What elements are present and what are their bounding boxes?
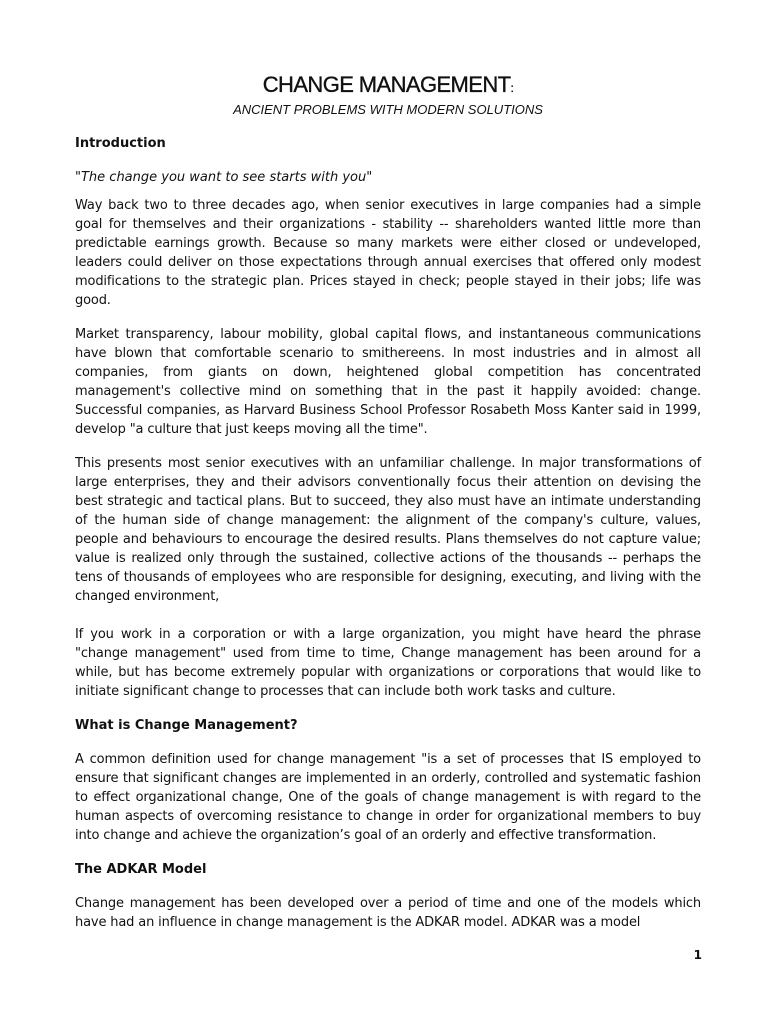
document-title	[75, 72, 701, 101]
document-subtitle: ANCIENT PROBLEMS WITH MODERN SOLUTIONS	[233, 102, 543, 117]
what-is-paragraph-1: A common definition used for change management "is a set of processes that IS employed to ensure that significant changes are implemented in an orderly, controlled and systematic fashion to effect organizational change, One of the goals of change management is with regard to the human aspects of overcoming resistance to change in order for organizational members to buy into change and achieve the organization’s goal of an orderly and effective transformation.	[75, 752, 701, 843]
intro-paragraph-3: This presents most senior executives with an unfamiliar challenge. In major transformations of large enterprises, they and their advisors conventionally focus their attention on devising the best strategic and tactical plans. But to succeed, they also must have an intimate understanding of the human side of change management: the alignment of the company's culture, values, people and behaviours to encourage the desired results. Plans themselves do not capture value; value is realized only through the sustained, collective actions of the thousands -- perhaps the tens of thousands of employees who are responsible for designing, executing, and living with the changed environment,	[75, 456, 701, 604]
section-heading-adkar-model: The ADKAR Model	[75, 862, 207, 877]
intro-paragraph-4: If you work in a corporation or with a large organization, you might have heard the phrase "change management" used from time to time, Change management has been around for a while, but has become extremely popular with organizations or corporations that would like to initiate significant change to processes that can include both work tasks and culture.	[75, 627, 701, 699]
blank-line	[75, 606, 701, 625]
intro-quote	[75, 168, 701, 187]
intro-paragraph-1: Way back two to three decades ago, when senior executives in large companies had a simple goal for themselves and their organizations - stability -- shareholders wanted little more than predictable earnings growth. Because so many markets were either closed or undeveloped, leaders could deliver on those expectations through annual exercises that offered only modest modifications to the strategic plan. Prices stayed in check; people stayed in their jobs; life was good.	[75, 198, 701, 308]
quote-close-mark: "	[366, 170, 373, 185]
document-page	[75, 72, 701, 947]
quote-text: The change you want to see starts with you	[80, 170, 367, 185]
section-heading-what-is-change-management: What is Change Management?	[75, 718, 298, 733]
document-title-text: CHANGE MANAGEMENT	[262, 72, 511, 97]
section-heading-introduction: Introduction	[75, 136, 166, 151]
page-number: 1	[693, 948, 702, 962]
quote-open-mark: "	[75, 170, 81, 185]
intro-paragraph-2: Market transparency, labour mobility, global capital flows, and instantaneous communications have blown that comfortable scenario to smithereens. In most industries and in almost all companies, from giants on down, heightened global competition has concentrated management's collective mind on something that in the past it happily avoided: change. Successful companies, as Harvard Business School Professor Rosabeth Moss Kanter said in 1999, develop "a culture that just keeps moving all the time".	[75, 327, 701, 437]
title-block	[75, 72, 701, 118]
document-title-colon: :	[510, 81, 514, 95]
adkar-paragraph-1: Change management has been developed over a period of time and one of the models which have had an influence in change management is the ADKAR model. ADKAR was a model	[75, 896, 701, 930]
